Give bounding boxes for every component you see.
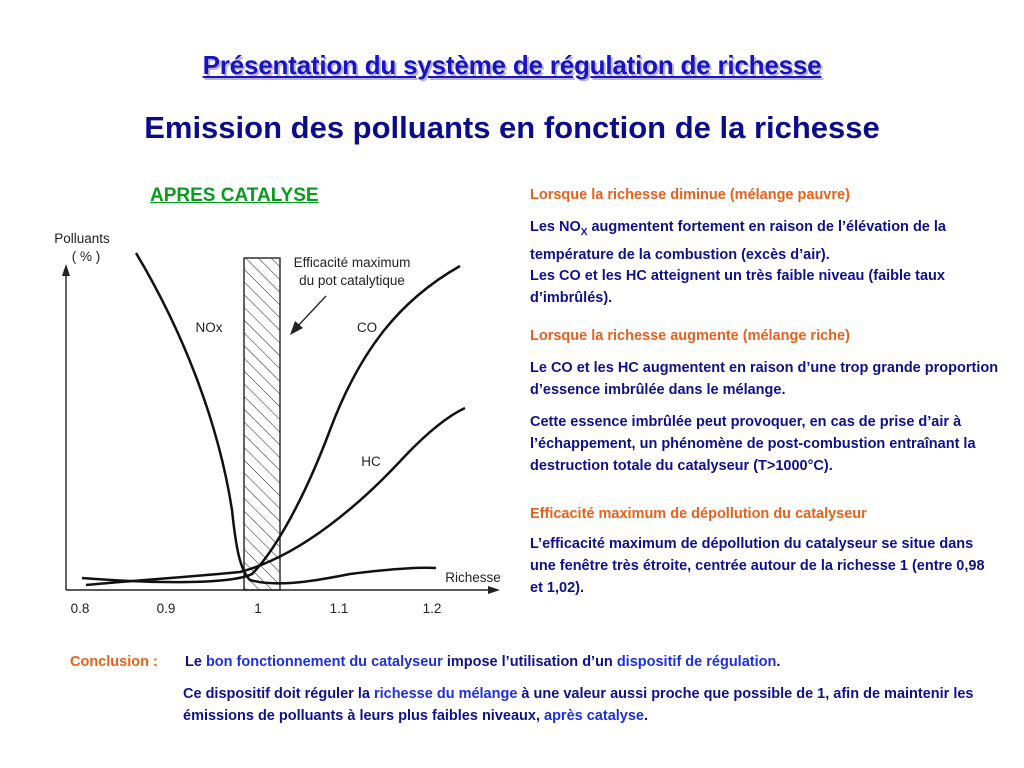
- x-tick-label: 1.1: [329, 601, 349, 616]
- conclusion-text: .: [776, 654, 781, 670]
- window-label-line2: du pot catalytique: [299, 273, 405, 288]
- lean-nox-subscript: X: [580, 226, 588, 238]
- lean-nox-text: [530, 216, 990, 266]
- lean-heading: Lorsque la richesse diminue (mélange pauvre): [530, 187, 850, 203]
- window-annotation-arrow: [296, 296, 326, 328]
- efficiency-heading: Efficacité maximum de dépollution du catalyseur: [530, 506, 867, 522]
- x-tick-label: 0.8: [70, 601, 90, 616]
- y-axis-label-line2: ( % ): [71, 249, 101, 264]
- conclusion-text: Le: [185, 654, 206, 670]
- rich-paragraph-2: Cette essence imbrûlée peut provoquer, en cas de prise d’air à l’échappement, un phénomène de post-combustion entraînant la destruction totale du catalyseur (T>1000°C).: [530, 414, 976, 474]
- conclusion-text: à une valeur aussi proche que possible de 1, afin de maintenir les émissions de polluants à leurs plus faibles niveaux,: [183, 686, 974, 724]
- rich-heading: Lorsque la richesse augmente (mélange riche): [530, 328, 850, 344]
- lean-co-hc-text: Les CO et les HC atteignent un très faible niveau (faible taux d’imbrûlés).: [530, 268, 945, 306]
- chart-label: APRES CATALYSE: [150, 185, 319, 206]
- x-tick-label: 1: [254, 601, 262, 616]
- page-title: Présentation du système de régulation de richesse: [202, 50, 822, 80]
- x-axis-arrow: [488, 586, 500, 594]
- x-tick-label: 1.2: [422, 601, 442, 616]
- co-label: CO: [356, 320, 378, 335]
- conclusion-highlight: dispositif de régulation: [616, 654, 777, 670]
- conclusion-text: impose l’utilisation d’un: [442, 654, 617, 670]
- x-axis-label: Richesse: [445, 570, 501, 585]
- window-label-line1: Efficacité maximum: [293, 255, 411, 270]
- lean-nox-rest: augmentent fortement en raison de l’élévation de la température de la combustion (excès d’air).: [530, 219, 946, 263]
- nox-curve: [136, 253, 436, 583]
- conclusion-highlight: bon fonctionnement du catalyseur: [205, 654, 443, 670]
- conclusion-highlight: après catalyse: [544, 708, 644, 724]
- conclusion-line-1: [185, 654, 780, 670]
- pollutant-diagram: [0, 0, 520, 640]
- conclusion-text: Ce dispositif doit réguler la: [183, 686, 374, 702]
- conclusion-label: Conclusion :: [70, 654, 158, 670]
- rich-paragraph-1: Le CO et les HC augmentent en raison d’une trop grande proportion d’essence imbrûlée dans le mélange.: [530, 360, 999, 398]
- catalyst-window: [244, 258, 280, 590]
- y-axis-arrow: [62, 264, 70, 276]
- conclusion-text: .: [643, 708, 649, 724]
- nox-label: NOx: [195, 320, 223, 335]
- y-axis-label-line1: Polluants: [54, 231, 110, 246]
- conclusion-body: [183, 683, 983, 727]
- hc-label: HC: [361, 454, 381, 469]
- efficiency-paragraph: L’efficacité maximum de dépollution du catalyseur se situe dans une fenêtre très étroite, centrée autour de la richesse 1 (entre 0,98 et 1,02).: [530, 536, 985, 596]
- page-subtitle: Emission des polluants en fonction de la richesse: [144, 110, 880, 145]
- conclusion-highlight: richesse du mélange: [373, 686, 518, 702]
- lean-nox-prefix: Les NO: [530, 219, 581, 235]
- x-tick-label: 0.9: [156, 601, 176, 616]
